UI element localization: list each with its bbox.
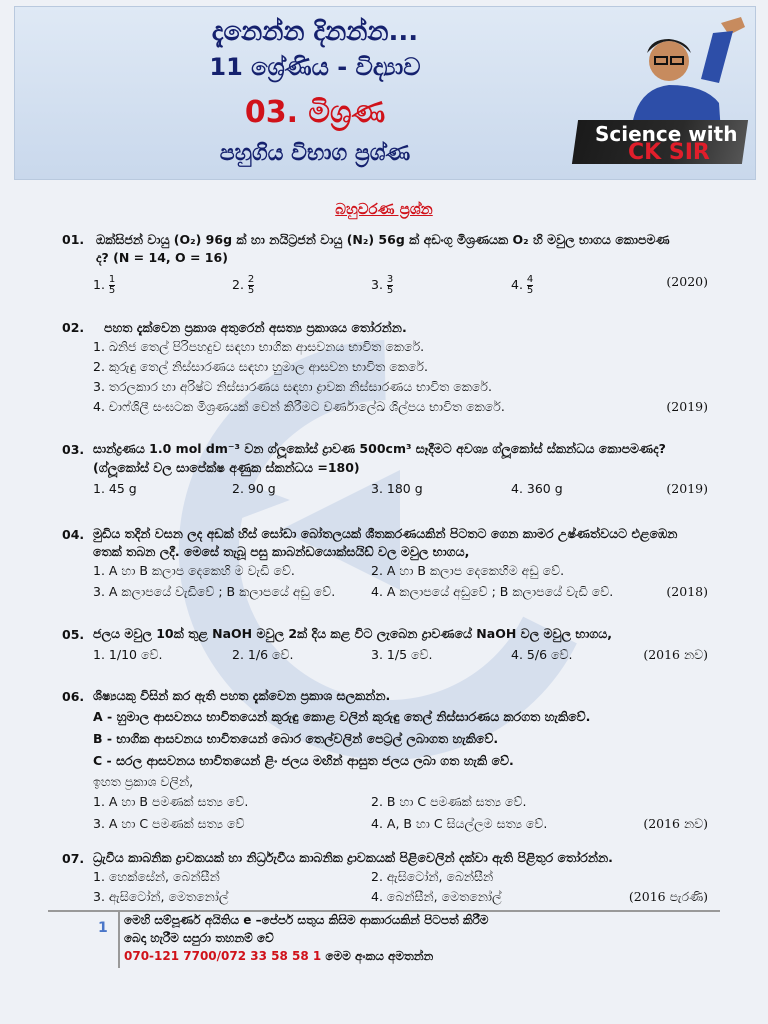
- header-grade: 11 ශ්‍රේණිය - විද්‍යාව: [209, 53, 421, 81]
- q2-stem: පහත දැක්වෙන ප්‍රකාශ අතුරෙන් අසත්‍ය ප්‍රකාශය තෝරන්න.: [104, 320, 407, 335]
- footer-divider: [48, 910, 720, 912]
- q7-option-1: 1. හෙක්සේන්, බෙන්සීන්: [93, 869, 220, 884]
- footer-contact: [124, 949, 433, 964]
- q6-option-3: 3. A හා C පමණක් සත්‍ය වේ: [93, 816, 245, 831]
- q4-stem: මුඩිය තදින් වසන ලද අඩක් හිස් සෝඩා බෝතලයක් ශීතකරණයකින් පිටතට ගෙන කාමර උෂ්ණත්වයට එළඹෙන: [93, 526, 678, 541]
- q4-option-1: 1. A හා B කලාප දෙකෙහි ම වැඩි වේ.: [93, 563, 295, 578]
- q3-option-3: 3. 180 g: [371, 481, 423, 496]
- page-number: 1: [98, 920, 108, 936]
- q6-lead: ඉහත ප්‍රකාශ වලින්,: [93, 774, 194, 789]
- footer-phone-tail: මෙම අංකය අමතන්න: [321, 949, 434, 963]
- q3-number: 03.: [62, 442, 85, 457]
- header-tagline: දැනෙන්න දිනන්න...: [211, 17, 419, 47]
- q2-number: 02.: [62, 320, 85, 335]
- q3-stem: සාන්ද්‍රණය 1.0 mol dm⁻³ වන ග්ලූකෝස් ද්‍රාවණ 500cm³ සෑදීමට අවශ්‍ය ග්ලූකෝස් ස්කන්ධය කොපමණද?: [93, 441, 666, 456]
- q7-option-3: 3. ඇසිටෝන්, මෙතනෝල්: [93, 889, 229, 904]
- q4-year: (2018): [666, 584, 708, 599]
- q6-option-2: 2. B හා C පමණක් සත්‍ය වේ.: [371, 794, 527, 809]
- footer-copyright-line2: බෙදා හැරීම සපුරා තහනම් වේ: [124, 931, 274, 945]
- q5-number: 05.: [62, 627, 85, 642]
- q7-number: 07.: [62, 851, 85, 866]
- q3-stem-cont: (ග්ලූකෝස් වල සාපේක්ෂ අණුක ස්කන්ධය =180): [93, 460, 360, 475]
- q2-option-1: 1. ඛනිජ තෙල් පිරිපහදුව සඳහා භාගික ආසවනය භාවිත කෙරේ.: [93, 339, 425, 354]
- q6-statement-a: A - හුමාල ආසවනය භාවිතයෙන් කුරුඳු කොළ වලින් කුරුඳු තෙල් නිස්සාරණය කරගත හැකිවේ.: [93, 709, 591, 724]
- q7-year: (2016 පැරණි): [628, 889, 708, 904]
- q5-option-3: 3. 1/5 වේ.: [371, 647, 433, 662]
- q5-stem: ජලය මවුල 10ක් තුළ NaOH මවුල 2ක් දිය කළ විට ලැබෙන ද්‍රාවණයේ NaOH වල මවුල භාගය,: [93, 626, 613, 641]
- q6-number: 06.: [62, 689, 85, 704]
- q1-option-4: 4. $\frac{4}{5}$: [511, 274, 534, 296]
- q1-year: (2020): [666, 274, 708, 289]
- q7-option-4: 4. බෙන්සීන්, මෙතනෝල්: [371, 889, 502, 904]
- footer-vertical-divider: [118, 912, 120, 968]
- q2-option-4: 4. චාෆ්ශිලී සංඝටක මිශ්‍රණයක් වෙන් කිරීමට වර්ණාලේඛ ශිල්පය භාවිත කෙරේ.: [93, 399, 505, 414]
- q1-option-1: 1. $\frac{1}{5}$: [93, 274, 116, 296]
- q7-stem: ධ්‍රැවීය කාබනික ද්‍රාවකයක් හා නිර්ධ්‍රැවීය කාබනික ද්‍රාවකයක් පිළිවෙලින් දක්වා ඇති පිළිතුර තෝරන්න.: [93, 850, 613, 865]
- brand-top-text: Science with: [595, 122, 738, 146]
- header-subtitle: පහුගිය විභාග ප්‍රශ්ණ: [219, 141, 411, 166]
- q4-number: 04.: [62, 527, 85, 542]
- q5-option-2: 2. 1/6 වේ.: [232, 647, 294, 662]
- q5-year: (2016 නව): [643, 647, 708, 662]
- section-title: බහුවරණ ප්‍රශ්න: [335, 200, 433, 218]
- q5-option-4: 4. 5/6 වේ.: [511, 647, 573, 662]
- q1-number: 01.: [62, 232, 85, 247]
- teacher-photo: [601, 13, 751, 133]
- q5-option-1: 1. 1/10 වේ.: [93, 647, 163, 662]
- q2-year: (2019): [666, 399, 708, 414]
- q7-option-2: 2. ඇසිටෝන්, බෙන්සීන්: [371, 869, 494, 884]
- q3-option-1: 1. 45 g: [93, 481, 137, 496]
- q4-option-3: 3. A කලාපයේ වැඩිවේ ; B කලාපයේ අඩු වේ.: [93, 584, 336, 599]
- q2-option-3: 3. තරලකාර හා අරිෂ්ට නිස්සාරණය සඳහා ද්‍රාවක නිස්සාරණය භාවිත කෙරේ.: [93, 379, 492, 394]
- q2-option-2: 2. කුරුඳු තෙල් නිස්සාරණය සඳහා හුමාල ආසවන භාවිත කෙරේ.: [93, 359, 428, 374]
- header-chapter: 03. මිශ්‍රණ: [244, 95, 386, 130]
- q6-option-4: 4. A, B හා C සියල්ලම සත්‍ය වේ.: [371, 816, 548, 831]
- q1-stem-cont: ද? (N = 14, O = 16): [96, 250, 228, 265]
- q6-stem: ශිෂ්‍යයකු විසින් කර ඇති පහත දැක්වෙන ප්‍රකාශ සලකන්න.: [93, 688, 391, 703]
- q4-stem-cont: තෙක් තබන ලදී. මෙසේ තැබූ පසු කාබන්ඩයොක්සයිඩ් වල මවුල භාගය,: [93, 544, 470, 559]
- q6-year: (2016 නව): [643, 816, 708, 831]
- q1-stem: ඔක්සිජන් වායු (O₂) 96g ක් හා නයිට්‍රජන් වායු (N₂) 56g ක් අඩංගු මිශ්‍රණයක O₂ හි මවුල භාගය කොපමණ: [96, 232, 670, 247]
- q6-statement-b: B - භාගික ආසවනය භාවිතයෙන් බොර තෙල්වලින් පෙට්‍රල් ලබාගත හැකිවේ.: [93, 731, 499, 746]
- q4-option-4: 4. A කලාපයේ අඩුවේ ; B කලාපයේ වැඩි වේ.: [371, 584, 614, 599]
- q3-year: (2019): [666, 481, 708, 496]
- q3-option-2: 2. 90 g: [232, 481, 276, 496]
- q6-option-1: 1. A හා B පමණක් සත්‍ය වේ.: [93, 794, 249, 809]
- q4-option-2: 2. A හා B කලාප දෙකෙහිම අඩු වේ.: [371, 563, 565, 578]
- footer-copyright-line1: මෙහි සම්පූර්ණ අයිතිය e –පේපර් සතුය කිසිම ආකාරයකින් පිටපත් කිරීම: [124, 913, 489, 927]
- footer-phone: 070-121 7700/072 33 58 58 1: [124, 949, 322, 963]
- q1-option-2: 2. $\frac{2}{5}$: [232, 274, 255, 296]
- q1-option-3: 3. $\frac{3}{5}$: [371, 274, 394, 296]
- q3-option-4: 4. 360 g: [511, 481, 563, 496]
- brand-bottom-text: CK SIR: [628, 140, 710, 165]
- q6-statement-c: C - සරල ආසවනය භාවිතයෙන් ළිං ජලය මඟින් ආසුත ජලය ලබා ගත හැකි වේ.: [93, 753, 514, 768]
